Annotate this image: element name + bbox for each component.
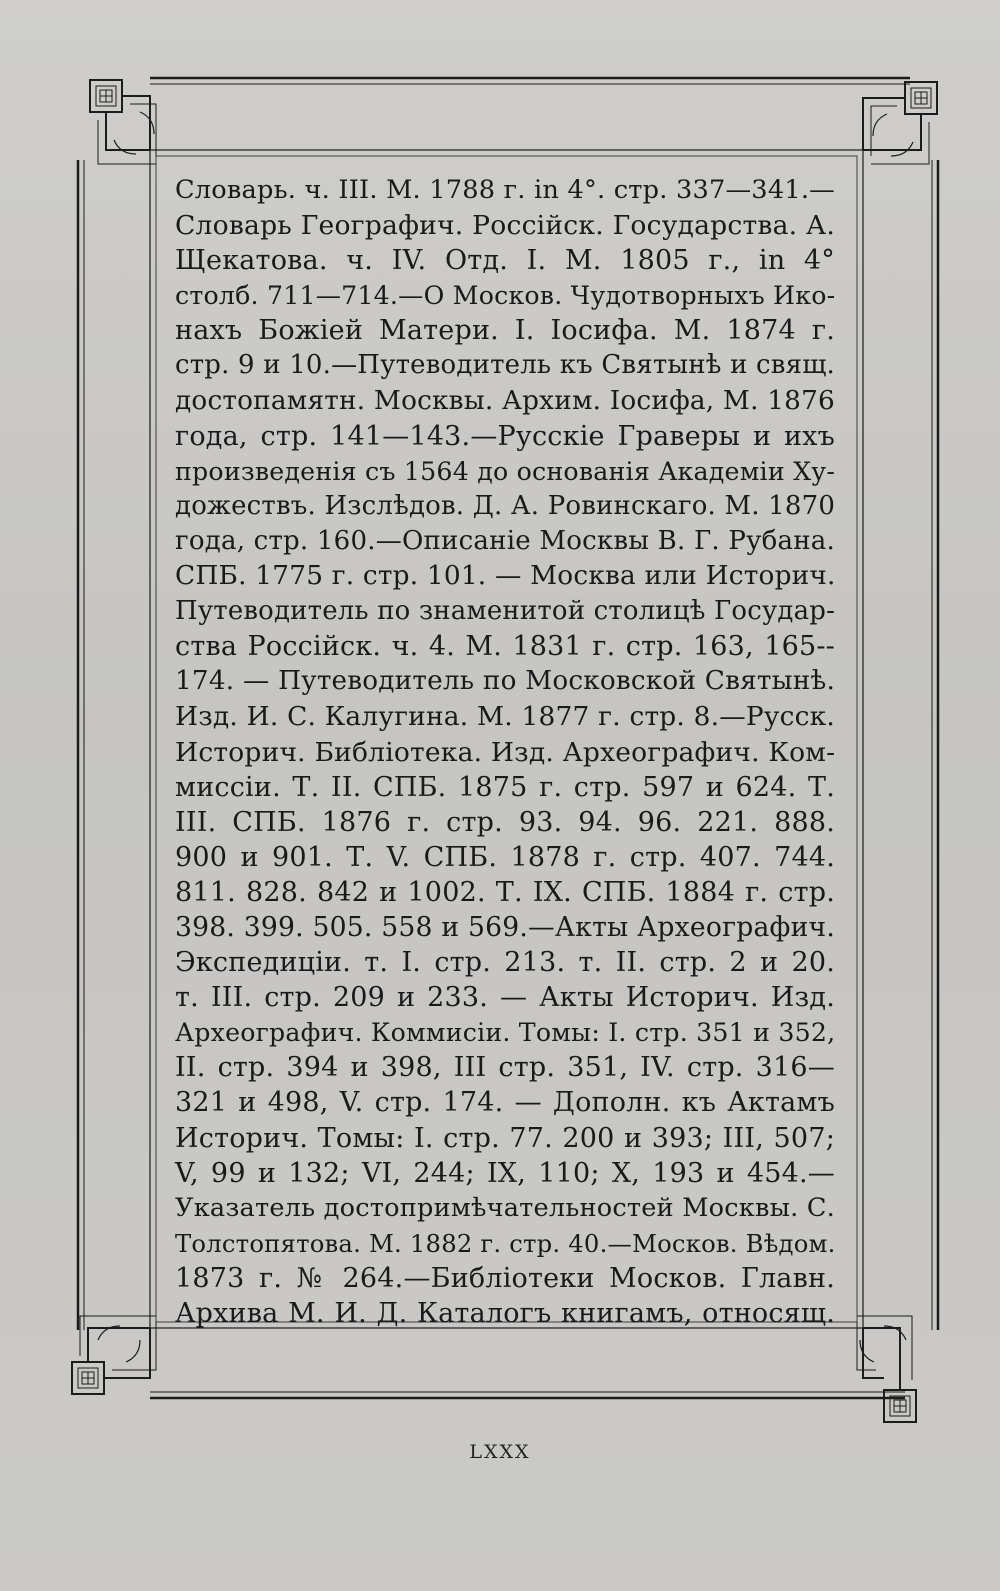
text-line: Словарь Географич. Россійск. Государства. А. xyxy=(175,210,835,242)
text-line: 900 и 901. Т. V. СПБ. 1878 г. стр. 407. 744. xyxy=(175,841,835,873)
text-line: дожествъ. Изслѣдов. Д. А. Ровинскаго. М. 1870 xyxy=(175,490,836,521)
text-line: Путеводитель по знаменитой столицѣ Государ- xyxy=(175,596,836,627)
text-line: достопамятн. Москвы. Архим. Іосифа, М. 1876 xyxy=(175,385,835,416)
text-line: 1873 г. № 264.—Библіотеки Москов. Главн. xyxy=(175,1262,835,1294)
text-line: произведенія съ 1564 до основанія Академіи Ху- xyxy=(175,456,836,486)
text-line: 174. — Путеводитель по Московской Святынѣ. xyxy=(175,666,835,697)
text-line: 321 и 498, V. стр. 174. — Дополн. къ Актамъ xyxy=(175,1087,835,1119)
text-line: Архива М. И. Д. Каталогъ книгамъ, относящ. xyxy=(175,1298,835,1329)
text-line: Щекатова. ч. IV. Отд. I. М. 1805 г., in 4° xyxy=(175,245,835,277)
text-line: года, стр. 141—143.—Русскіе Граверы и ихъ xyxy=(175,420,835,452)
text-line: Экспедиціи. т. I. стр. 213. т. II. стр. 2 и 20. xyxy=(175,947,835,979)
text-line: Историч. Библіотека. Изд. Археографич. Ком- xyxy=(175,736,836,768)
text-line: Толстопятова. М. 1882 г. стр. 40.—Москов. Вѣдом. xyxy=(175,1228,836,1258)
body-text xyxy=(175,173,835,1331)
page-number: LXXX xyxy=(469,1441,531,1463)
text-line: Историч. Томы: I. стр. 77. 200 и 393; III, 507; xyxy=(175,1122,835,1154)
text-line: Указатель достопримѣчательностей Москвы. С. xyxy=(175,1192,835,1223)
text-line: миссіи. Т. II. СПБ. 1875 г. стр. 597 и 624. Т. xyxy=(175,771,835,803)
text-line: Изд. И. С. Калугина. М. 1877 г. стр. 8.—Русск. xyxy=(175,701,835,733)
text-line: ства Россійск. ч. 4. М. 1831 г. стр. 163, 165-- xyxy=(175,631,835,663)
text-line: стр. 9 и 10.—Путеводитель къ Святынѣ и свящ. xyxy=(175,350,835,381)
text-line: Словарь. ч. III. М. 1788 г. in 4°. стр. 337—341.— xyxy=(175,175,835,205)
text-line: т. III. стр. 209 и 233. — Акты Историч. Изд. xyxy=(175,982,835,1014)
text-line: нахъ Божіей Матери. I. Іосифа. М. 1874 г. xyxy=(175,315,835,347)
text-line: 398. 399. 505. 558 и 569.—Акты Археографич. xyxy=(175,911,835,943)
text-line: V, 99 и 132; VI, 244; IX, 110; X, 193 и 454.— xyxy=(175,1157,835,1189)
text-line: года, стр. 160.—Описаніе Москвы В. Г. Рубана. xyxy=(175,525,835,556)
text-line: Археографич. Коммисіи. Томы: I. стр. 351 и 352, xyxy=(175,1018,836,1048)
text-line: II. стр. 394 и 398, III стр. 351, IV. стр. 316— xyxy=(175,1052,835,1084)
text-line: СПБ. 1775 г. стр. 101. — Москва или Историч. xyxy=(175,561,836,592)
text-line: III. СПБ. 1876 г. стр. 93. 94. 96. 221. 888. xyxy=(175,806,835,838)
text-line: столб. 711—714.—О Москов. Чудотворныхъ Ико- xyxy=(175,281,836,311)
text-line: 811. 828. 842 и 1002. Т. IX. СПБ. 1884 г. стр. xyxy=(175,876,835,908)
